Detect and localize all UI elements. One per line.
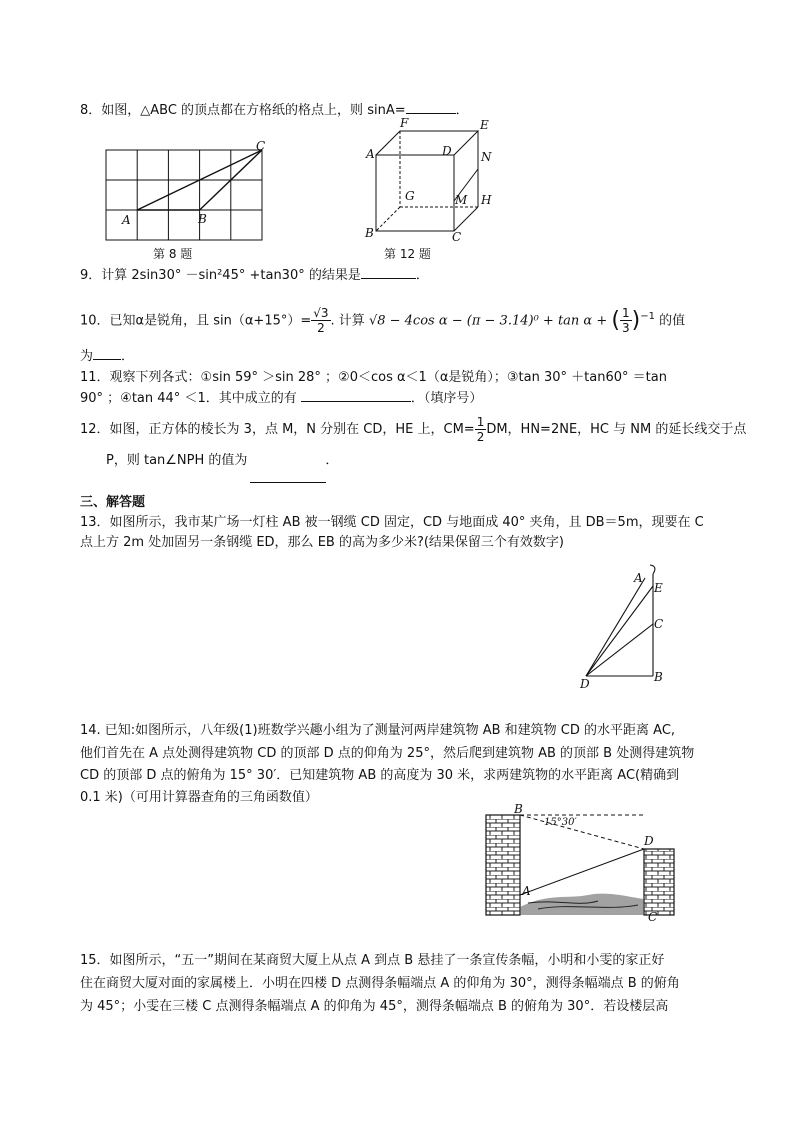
cube-label-M: M — [455, 193, 468, 207]
q10-expression: √8 − 4cos α − (π − 3.14)⁰ + tan α + — [368, 313, 612, 329]
q13-line1: 13．如图所示，我市某广场一灯柱 AB 被一钢缆 CD 固定，CD 与地面成 40° 夹角，且 DB＝5m，现要在 C — [80, 515, 704, 530]
cube-label-H: H — [481, 193, 492, 207]
cube-label-N: N — [481, 150, 492, 164]
q15-line3: 为 45°；小雯在三楼 C 点测得条幅端点 A 的仰角为 45°，测得条幅端点 B 的俯角为 30°．若设楼层高 — [80, 999, 669, 1014]
q14-figure — [478, 803, 678, 923]
q11-line2: 90° ；④tan 44° ＜1．其中成立的有 ．（填序号） — [80, 391, 483, 406]
q8-grid-figure — [100, 138, 275, 248]
q13-figure — [572, 560, 672, 690]
q14-line1: 14. 已知:如图所示，八年级(1)班数学兴趣小组为了测量河两岸建筑物 AB 和建筑物 CD 的水平距离 AC, — [80, 723, 676, 738]
q10-paren-fraction: $\frac{1}{3}$ — [621, 306, 630, 336]
q9-answer-blank[interactable] — [361, 266, 416, 279]
q8-caption: 第 8 题 — [153, 247, 193, 261]
cube-label-E: E — [480, 118, 489, 132]
q12-caption: 第 12 题 — [384, 247, 431, 261]
q8-text: 8．如图，△ABC 的顶点都在方格纸的格点上，则 sinA= ． — [80, 103, 469, 118]
q9-text: 9．计算 2sin30° －sin²45° +tan30° 的结果是 ． — [80, 268, 429, 283]
q12-line2: P，则 tan∠NPH 的值为 ． — [106, 453, 339, 468]
q8-label-A: A — [122, 213, 131, 227]
q11-line1: 11．观察下列各式：①sin 59° ＞sin 28° ；②0＜cos α＜1（α是锐角）；③tan 30° ＋tan60° ＝tan — [80, 370, 667, 385]
section-title: 三、解答题 — [80, 495, 146, 510]
q14-label-C: C — [648, 910, 658, 923]
cube-label-A: A — [366, 147, 375, 161]
q13-label-B: B — [654, 670, 663, 684]
q12-line1: 12．如图，正方体的棱长为 3，点 M，N 分别在 CD，HE 上，CM= $\frac{1}{2}$ DM，HN=2NE，HC 与 NM 的延长线交于点 — [80, 415, 747, 444]
q14-line2: 他们首先在 A 点处测得建筑物 CD 的顶部 D 点的仰角为 25°，然后爬到建筑物 AB 的顶部 B 处测得建筑物 — [80, 746, 695, 761]
q15-line2: 住在商贸大厦对面的家属楼上．小明在四楼 D 点测得条幅端点 A 的仰角为 30°，测得条幅端点 B 的俯角 — [80, 976, 680, 991]
q14-label-A: A — [522, 884, 531, 898]
q12-cube-figure — [360, 113, 500, 243]
q14-label-B: B — [514, 803, 523, 816]
q8-label-C: C — [256, 139, 266, 153]
building-CD — [644, 849, 674, 915]
q10-exponent: −1 — [640, 311, 655, 322]
q12-answer-blank[interactable] — [250, 482, 326, 483]
q10-answer-blank[interactable] — [93, 347, 121, 360]
cube-label-D: D — [442, 144, 452, 158]
cube-label-B: B — [365, 226, 374, 240]
cube-label-F: F — [400, 116, 409, 130]
q13-label-D: D — [580, 677, 590, 690]
building-AB — [486, 815, 520, 915]
q13-label-C: C — [654, 617, 664, 631]
q14-angle-label: 15°30′ — [544, 817, 577, 828]
q13-label-E: E — [654, 581, 663, 595]
q8-label-B: B — [198, 212, 207, 226]
q14-label-D: D — [644, 834, 654, 848]
q14-line4: 0.1 米)（可用计算器查角的三角函数值） — [80, 790, 318, 805]
river-bank — [520, 894, 644, 915]
cube-label-G: G — [405, 189, 415, 203]
q14-line3: CD 的顶部 D 点的俯角为 15° 30′．已知建筑物 AB 的高度为 30 米，求两建筑物的水平距离 AC(精确到 — [80, 768, 680, 783]
q13-line2: 点上方 2m 处加固另一条钢缆 ED，那么 EB 的高为多少米?(结果保留三个有效数字) — [80, 535, 564, 550]
q15-line1: 15．如图所示，“五一”期间在某商贸大厦上从点 A 到点 B 悬挂了一条宣传条幅，小明和小雯的家正好 — [80, 953, 665, 968]
q12-fraction: $\frac{1}{2}$ — [476, 415, 485, 444]
q10-line2: 为 ． — [80, 349, 135, 364]
cube-label-C: C — [452, 230, 462, 243]
q13-label-A: A — [634, 571, 643, 585]
q11-answer-blank[interactable] — [301, 389, 411, 402]
q10-fraction: $\frac{√3}{2}$ — [313, 306, 329, 336]
q10-text: 10．已知α是锐角，且 sin（α+15°）= $\frac{√3}{2}$ . 计算 √8 − 4cos α − (π − 3.14)⁰ + tan α + ( $\frac{1}{3}$ )$^{-1}$ 的值 — [80, 306, 686, 336]
